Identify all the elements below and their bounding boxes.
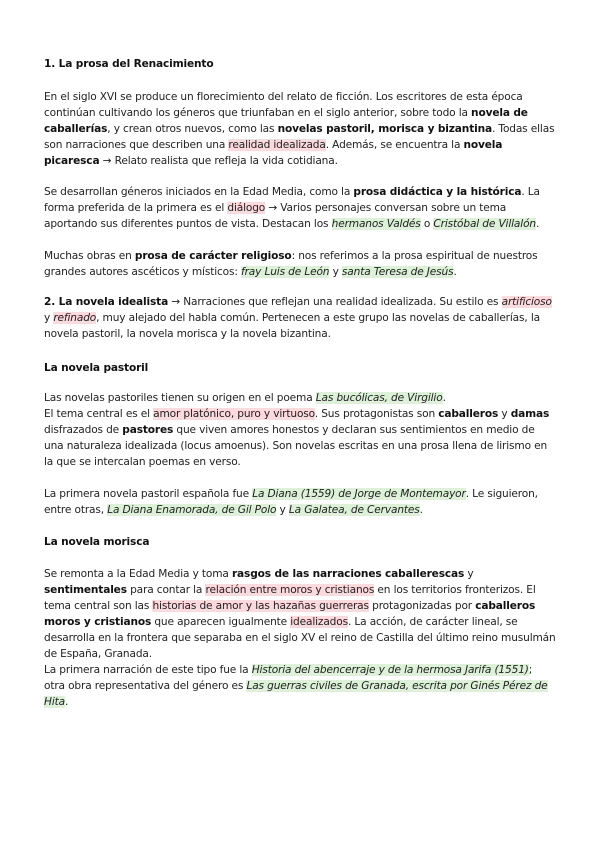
bold-term: rasgos de las narraciones caballerescas xyxy=(231,568,465,580)
highlight-red: diálogo xyxy=(227,202,266,214)
highlight-green: santa Teresa de Jesús xyxy=(341,266,454,278)
heading-morisca xyxy=(44,534,556,550)
paragraph-didactica xyxy=(44,184,556,232)
text: o xyxy=(420,218,434,230)
text: . La forma preferida de la primera es el xyxy=(44,186,540,214)
bold-term: caballeros moros y cristianos xyxy=(44,600,536,628)
text: y xyxy=(276,504,289,516)
text: : nos referimos a la prosa espiritual de nuestros grandes autores ascéticos y místicos: xyxy=(44,250,538,278)
text: → Narraciones que reflejan una realidad idealizada. Su estilo es xyxy=(168,296,502,308)
text: y xyxy=(464,568,474,580)
highlight-red: realidad idealizada xyxy=(228,139,326,151)
text: . xyxy=(535,218,540,230)
text: → Relato realista que refleja la vida cotidiana. xyxy=(99,155,338,167)
text: , muy alejado del habla común. Pertenecen a este grupo las novelas de caballerías, la novela pastoril, la novela morisca y la novela bizantina. xyxy=(44,312,540,340)
text: que aparecen igualmente xyxy=(151,616,291,628)
highlight-red: refinado xyxy=(53,312,97,324)
paragraph-morisca-obras xyxy=(44,662,556,710)
text: La primera narración de este tipo fue la xyxy=(44,664,252,676)
heading-text: La novela morisca xyxy=(44,536,150,548)
bold-term: prosa didáctica y la histórica xyxy=(353,186,522,198)
highlight-green: Las guerras civiles de Granada, escrita por Ginés Pérez de Hita xyxy=(44,680,548,708)
text: . xyxy=(419,504,423,516)
paragraph-intro xyxy=(44,89,556,169)
paragraph-religiosa xyxy=(44,248,556,280)
highlight-green: fray Luis de León xyxy=(241,266,330,278)
text: Se remonta a la Edad Media y toma xyxy=(44,568,232,580)
text: . xyxy=(453,266,457,278)
text: y xyxy=(44,312,54,324)
text: En el siglo XVI se produce un florecimiento del relato de ficción. Los escritores de esta época continúan cultivando los géneros que triunfaban en el siglo anterior, sobre todo la xyxy=(44,91,523,119)
paragraph-pastoril xyxy=(44,390,556,470)
text: , y crean otros nuevos, como las xyxy=(107,123,278,135)
bold-term: prosa de carácter religioso xyxy=(134,250,292,262)
title-renacimiento: 1. La prosa del Renacimiento xyxy=(44,58,214,70)
bold-term: caballeros xyxy=(438,408,499,420)
bold-term: sentimentales xyxy=(44,584,127,596)
bold-term: 2. La novela idealista xyxy=(44,296,169,308)
highlight-red: relación entre moros y cristianos xyxy=(205,584,375,596)
highlight-red: idealizados xyxy=(290,616,348,628)
text: Se desarrollan géneros iniciados en la Edad Media, como la xyxy=(44,186,354,198)
text: → Varios personajes conversan sobre un tema aportando sus diferentes puntos de vista. Destacan los xyxy=(44,202,507,230)
text: en los territorios fronterizos. El tema central son las xyxy=(44,584,536,612)
heading-text: La novela pastoril xyxy=(44,362,149,374)
highlight-green: Las bucólicas, de Virgilio xyxy=(315,392,443,404)
text: Muchas obras en xyxy=(44,250,135,262)
text: . Le siguieron, entre otras, xyxy=(44,488,538,516)
text: ; otra obra representativa del género es xyxy=(44,664,533,692)
highlight-green: La Diana Enamorada, de Gil Polo xyxy=(107,504,277,516)
bold-term: pastores xyxy=(122,424,174,436)
highlight-green: La Diana (1559) de Jorge de Montemayor xyxy=(252,488,466,500)
text: Las novelas pastoriles tienen su origen en el poema xyxy=(44,392,316,404)
text: . xyxy=(64,696,69,708)
text: protagonizadas por xyxy=(368,600,476,612)
text: disfrazados de xyxy=(44,424,123,436)
text: . Todas ellas son narraciones que describen una xyxy=(44,123,555,151)
highlight-red: historias de amor y las hazañas guerreras xyxy=(152,600,369,612)
paragraph-morisca xyxy=(44,566,556,662)
highlight-red: artificioso xyxy=(501,296,552,308)
paragraph-idealista xyxy=(44,294,556,342)
bold-term: novela de caballerías xyxy=(44,107,528,135)
text: . Además, se encuentra la xyxy=(325,139,464,151)
text: y xyxy=(498,408,511,420)
highlight-green: Cristóbal de Villalón xyxy=(433,218,536,230)
highlight-green: La Galatea, de Cervantes xyxy=(288,504,420,516)
text: El tema central es el xyxy=(44,408,154,420)
paragraph-pastoril-obras xyxy=(44,486,556,518)
text: La primera novela pastoril española fue xyxy=(44,488,253,500)
bold-term: damas xyxy=(510,408,550,420)
text: y xyxy=(329,266,342,278)
text: que viven amores honestos y declaran sus sentimientos en medio de una naturaleza idealizada (locus amoenus). Son novelas escritas en una prosa llena de lirismo en la que se intercalan poemas en verso. xyxy=(44,424,548,468)
bold-term: novela picaresca xyxy=(44,139,503,167)
text: . xyxy=(442,392,446,404)
text: para contar la xyxy=(126,584,206,596)
text: . La acción, de carácter lineal, se desarrolla en la frontera que separaba en el siglo XV el reino de Castilla del último reino musulmán de España, Granada. xyxy=(44,616,556,660)
bold-term: novelas pastoril, morisca y bizantina xyxy=(277,123,492,135)
highlight-red: amor platónico, puro y virtuoso xyxy=(153,408,315,420)
heading-pastoril xyxy=(44,360,556,376)
section-title xyxy=(44,56,556,72)
text: . Sus protagonistas son xyxy=(314,408,439,420)
highlight-green: Historia del abencerraje y de la hermosa Jarifa (1551) xyxy=(251,664,529,676)
highlight-green: hermanos Valdés xyxy=(331,218,421,230)
